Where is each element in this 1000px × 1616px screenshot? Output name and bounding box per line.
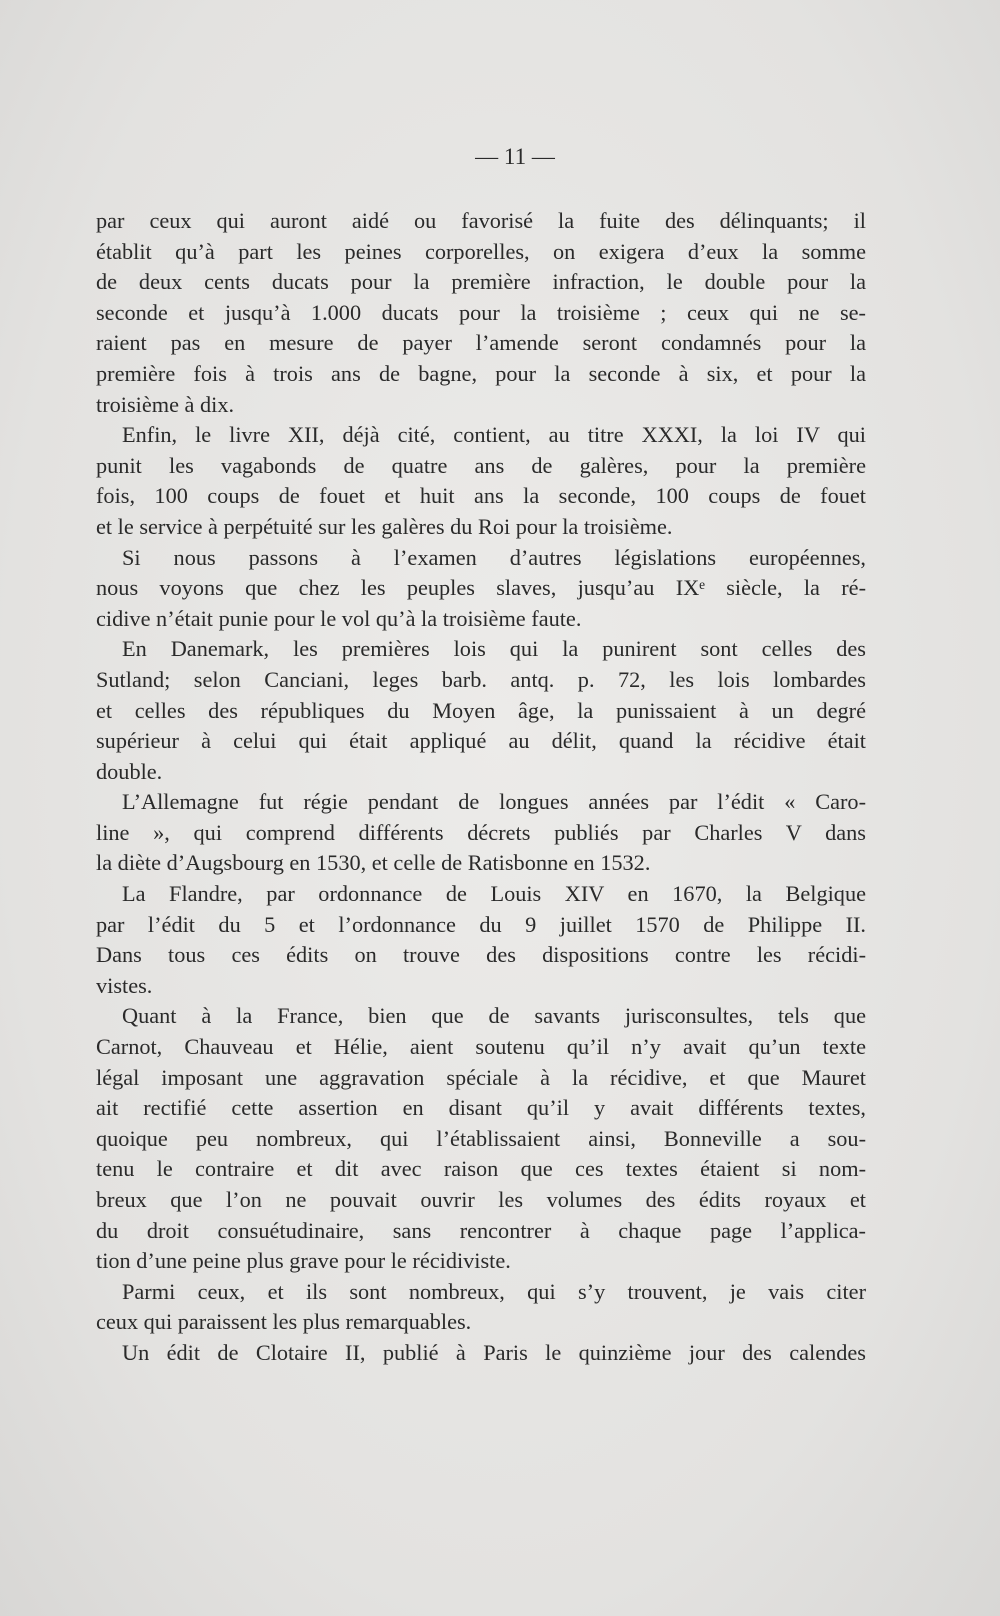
text-line: La Flandre, par ordonnance de Louis XIV en 1670, la Belgique [122, 881, 866, 907]
body-text [96, 206, 866, 1369]
text-line: supérieur à celui qui était appliqué au délit, quand la récidive était [96, 728, 866, 754]
text-line: et le service à perpétuité sur les galères du Roi pour la troisième. [96, 513, 673, 539]
text-line: par ceux qui auront aidé ou favorisé la fuite des délinquants; il [96, 208, 866, 233]
text-line: Carnot, Chauveau et Hélie, aient soutenu qu’il n’y avait qu’un texte [96, 1034, 866, 1060]
text-line: du droit consuétudinaire, sans rencontrer à chaque page l’applica- [96, 1217, 866, 1243]
text-line: punit les vagabonds de quatre ans de galères, pour la première [96, 452, 866, 478]
text-line: Sutland; selon Canciani, leges barb. antq. p. 72, les lois lombardes [96, 666, 866, 692]
text-line: Un édit de Clotaire II, publié à Paris le quinzième jour des calendes [122, 1339, 866, 1365]
text-line: ceux qui paraissent les plus remarquables. [96, 1309, 472, 1335]
text-line: L’Allemagne fut régie pendant de longues années par l’édit « Caro- [122, 789, 866, 815]
page-number [0, 144, 1000, 170]
text-line: vistes. [96, 972, 153, 998]
text-line: En Danemark, les premières lois qui la punirent sont celles des [122, 636, 866, 662]
text-line: seconde et jusqu’à 1.000 ducats pour la troisième ; ceux qui ne se- [96, 299, 866, 325]
text-line: fois, 100 coups de fouet et huit ans la seconde, 100 coups de fouet [96, 483, 866, 509]
text-line: légal imposant une aggravation spéciale à la récidive, et que Mauret [96, 1064, 866, 1090]
text-line: breux que l’on ne pouvait ouvrir les volumes des édits royaux et [96, 1187, 866, 1212]
text-line: cidive n’était punie pour le vol qu’à la troisième faute. [96, 605, 582, 631]
text-line: Si nous passons à l’examen d’autres législations européennes, [122, 544, 866, 570]
text-line: de deux cents ducats pour la première infraction, le double pour la [96, 269, 866, 295]
text-line: établit qu’à part les peines corporelles, on exigera d’eux la somme [96, 238, 866, 264]
text-line: line », qui comprend différents décrets publiés par Charles V dans [96, 819, 866, 845]
text-line: Quant à la France, bien que de savants jurisconsultes, tels que [122, 1003, 866, 1029]
text-line: troisième à dix. [96, 391, 235, 417]
text-line: Dans tous ces édits on trouve des dispositions contre les récidi- [96, 942, 866, 968]
text-line: ait rectifié cette assertion en disant qu’il y avait différents textes, [96, 1095, 866, 1121]
text-line: première fois à trois ans de bagne, pour la seconde à six, et pour la [96, 360, 866, 386]
page-number-text: — 11 — [475, 144, 555, 169]
text-line: Parmi ceux, et ils sont nombreux, qui s’y trouvent, je vais citer [122, 1278, 866, 1304]
text-line: tenu le contraire et dit avec raison que ces textes étaient si nom- [96, 1156, 866, 1182]
text-line: la diète d’Augsbourg en 1530, et celle de Ratisbonne en 1532. [96, 850, 651, 876]
text-line: raient pas en mesure de payer l’amende seront condamnés pour la [96, 330, 866, 356]
text-line: double. [96, 758, 163, 784]
text-line: et celles des républiques du Moyen âge, la punissaient à un degré [96, 697, 866, 723]
text-line: Enfin, le livre XII, déjà cité, contient, au titre XXXI, la loi IV qui [122, 422, 866, 448]
text-line: par l’édit du 5 et l’ordonnance du 9 juillet 1570 de Philippe II. [96, 911, 866, 937]
text-line: quoique peu nombreux, qui l’établissaient ainsi, Bonneville a sou- [96, 1125, 866, 1151]
text-line: nous voyons que chez les peuples slaves, jusqu’au IXᵉ siècle, la ré- [96, 575, 866, 601]
text-line: tion d’une peine plus grave pour le récidiviste. [96, 1248, 511, 1274]
